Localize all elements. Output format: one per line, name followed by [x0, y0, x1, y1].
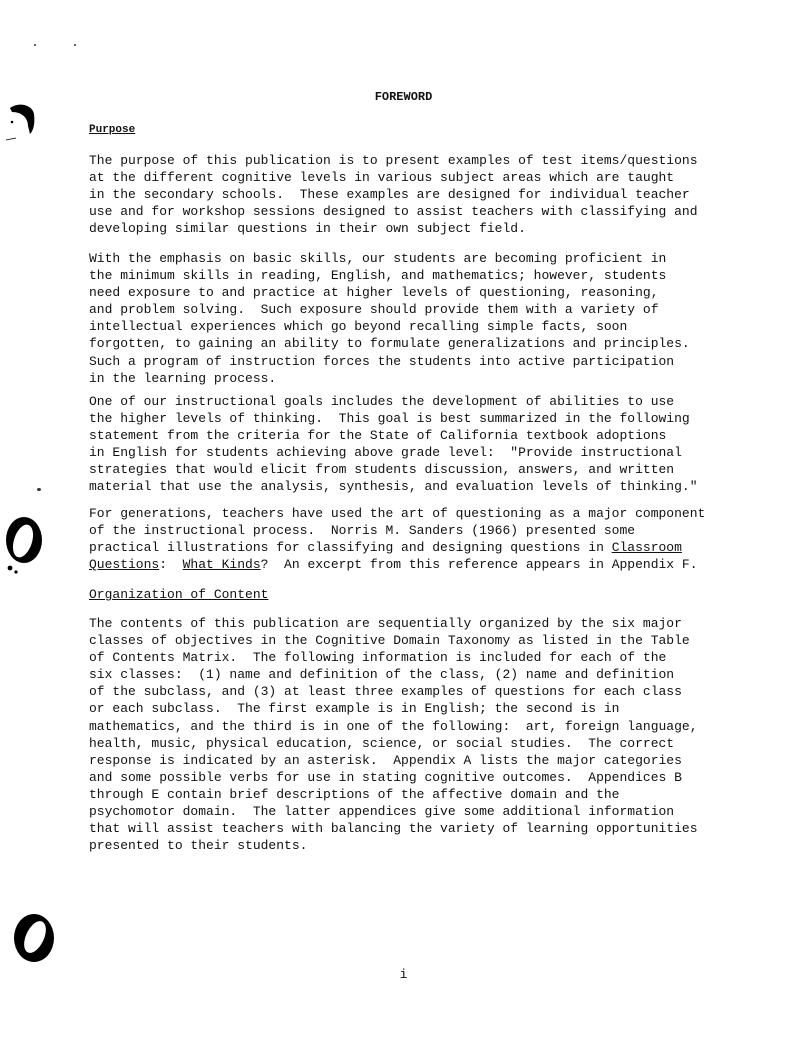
text-line: intellectual experiences which go beyond recalling simple facts, soon [89, 319, 628, 335]
text-line: The purpose of this publication is to present examples of test items/questions [89, 153, 698, 168]
text-line: use and for workshop sessions designed to assist teachers with classifying and [89, 204, 698, 220]
text-line: in the learning process. [89, 370, 277, 386]
text-line: in the secondary schools. These examples are designed for individual teacher [89, 187, 690, 203]
scan-speck [34, 44, 36, 46]
text-line: practical illustrations for classifying and designing questions in [89, 540, 612, 556]
text-line: presented to their students. [89, 838, 308, 854]
binder-hole-mark-bottom [8, 910, 60, 970]
text-line: mathematics, and the third is in one of the following: art, foreign language, [89, 718, 698, 734]
text-line: at the different cognitive levels in various subject areas which are taught [89, 170, 675, 186]
scan-speck [74, 44, 76, 46]
text-line: that will assist teachers with balancing the variety of learning opportunities [89, 821, 698, 837]
paragraph-organization [89, 615, 789, 854]
text-line: forgotten, to gaining an ability to formulate generalizations and principles. [89, 336, 690, 352]
scan-speck [37, 488, 41, 491]
text-line: in English for students achieving above grade level: "Provide instructional [89, 445, 682, 461]
paragraph-questioning [89, 505, 789, 573]
binder-hole-mark-top [4, 100, 38, 146]
text-fragment: ? An excerpt from this reference appears in Appendix F. [260, 557, 698, 573]
text-line: Such a program of instruction forces the students into active participation [89, 353, 675, 369]
text-fragment: : [159, 557, 183, 573]
text-line: material that use the analysis, synthesis, and evaluation levels of thinking." [89, 479, 698, 495]
text-line: or each subclass. The first example is in English; the second is in [89, 701, 620, 717]
section-heading-organization: Organization of Content [89, 587, 269, 602]
text-line: and problem solving. Such exposure should provide them with a variety of [89, 302, 659, 318]
text-line: through E contain brief descriptions of the affective domain and the [89, 786, 620, 802]
paragraph-basic-skills [89, 250, 789, 387]
text-line: strategies that would elicit from students discussion, answers, and written [89, 462, 675, 478]
text-line: One of our instructional goals includes the development of abilities to use [89, 394, 675, 409]
binder-hole-mark-middle [0, 510, 50, 580]
text-line: The contents of this publication are sequentially organized by the six major [89, 616, 682, 631]
book-title-part: Questions [89, 557, 160, 573]
book-title-part: Classroom [611, 540, 682, 556]
text-line: classes of objectives in the Cognitive Domain Taxonomy as listed in the Table [89, 633, 690, 649]
paragraph-purpose [89, 152, 789, 237]
text-line: of the subclass, and (3) at least three examples of questions for each class [89, 684, 682, 700]
text-line: of Contents Matrix. The following information is included for each of the [89, 650, 667, 666]
text-line: statement from the criteria for the State of California textbook adoptions [89, 428, 667, 444]
text-line: psychomotor domain. The latter appendices give some additional information [89, 804, 675, 820]
text-line: health, music, physical education, science, or social studies. The correct [89, 735, 675, 751]
text-line: and some possible verbs for use in stating cognitive outcomes. Appendices B [89, 769, 682, 785]
book-title-part: What Kinds [182, 557, 261, 573]
page-number: i [399, 967, 408, 982]
page-title: FOREWORD [374, 90, 433, 104]
text-line: developing similar questions in their own subject field. [89, 221, 526, 237]
text-line: the minimum skills in reading, English, and mathematics; however, students [89, 268, 667, 284]
text-line: For generations, teachers have used the art of questioning as a major component [89, 506, 706, 521]
text-line: need exposure to and practice at higher levels of questioning, reasoning, [89, 285, 659, 301]
text-line: six classes: (1) name and definition of the class, (2) name and definition [89, 667, 675, 683]
text-line: the higher levels of thinking. This goal is best summarized in the following [89, 411, 690, 427]
section-heading-purpose: Purpose [89, 124, 136, 136]
text-line: of the instructional process. Norris M. Sanders (1966) presented some [89, 523, 636, 539]
text-line: response is indicated by an asterisk. Appendix A lists the major categories [89, 752, 682, 768]
paragraph-instructional-goals [89, 393, 789, 496]
text-line: With the emphasis on basic skills, our students are becoming proficient in [89, 251, 667, 266]
